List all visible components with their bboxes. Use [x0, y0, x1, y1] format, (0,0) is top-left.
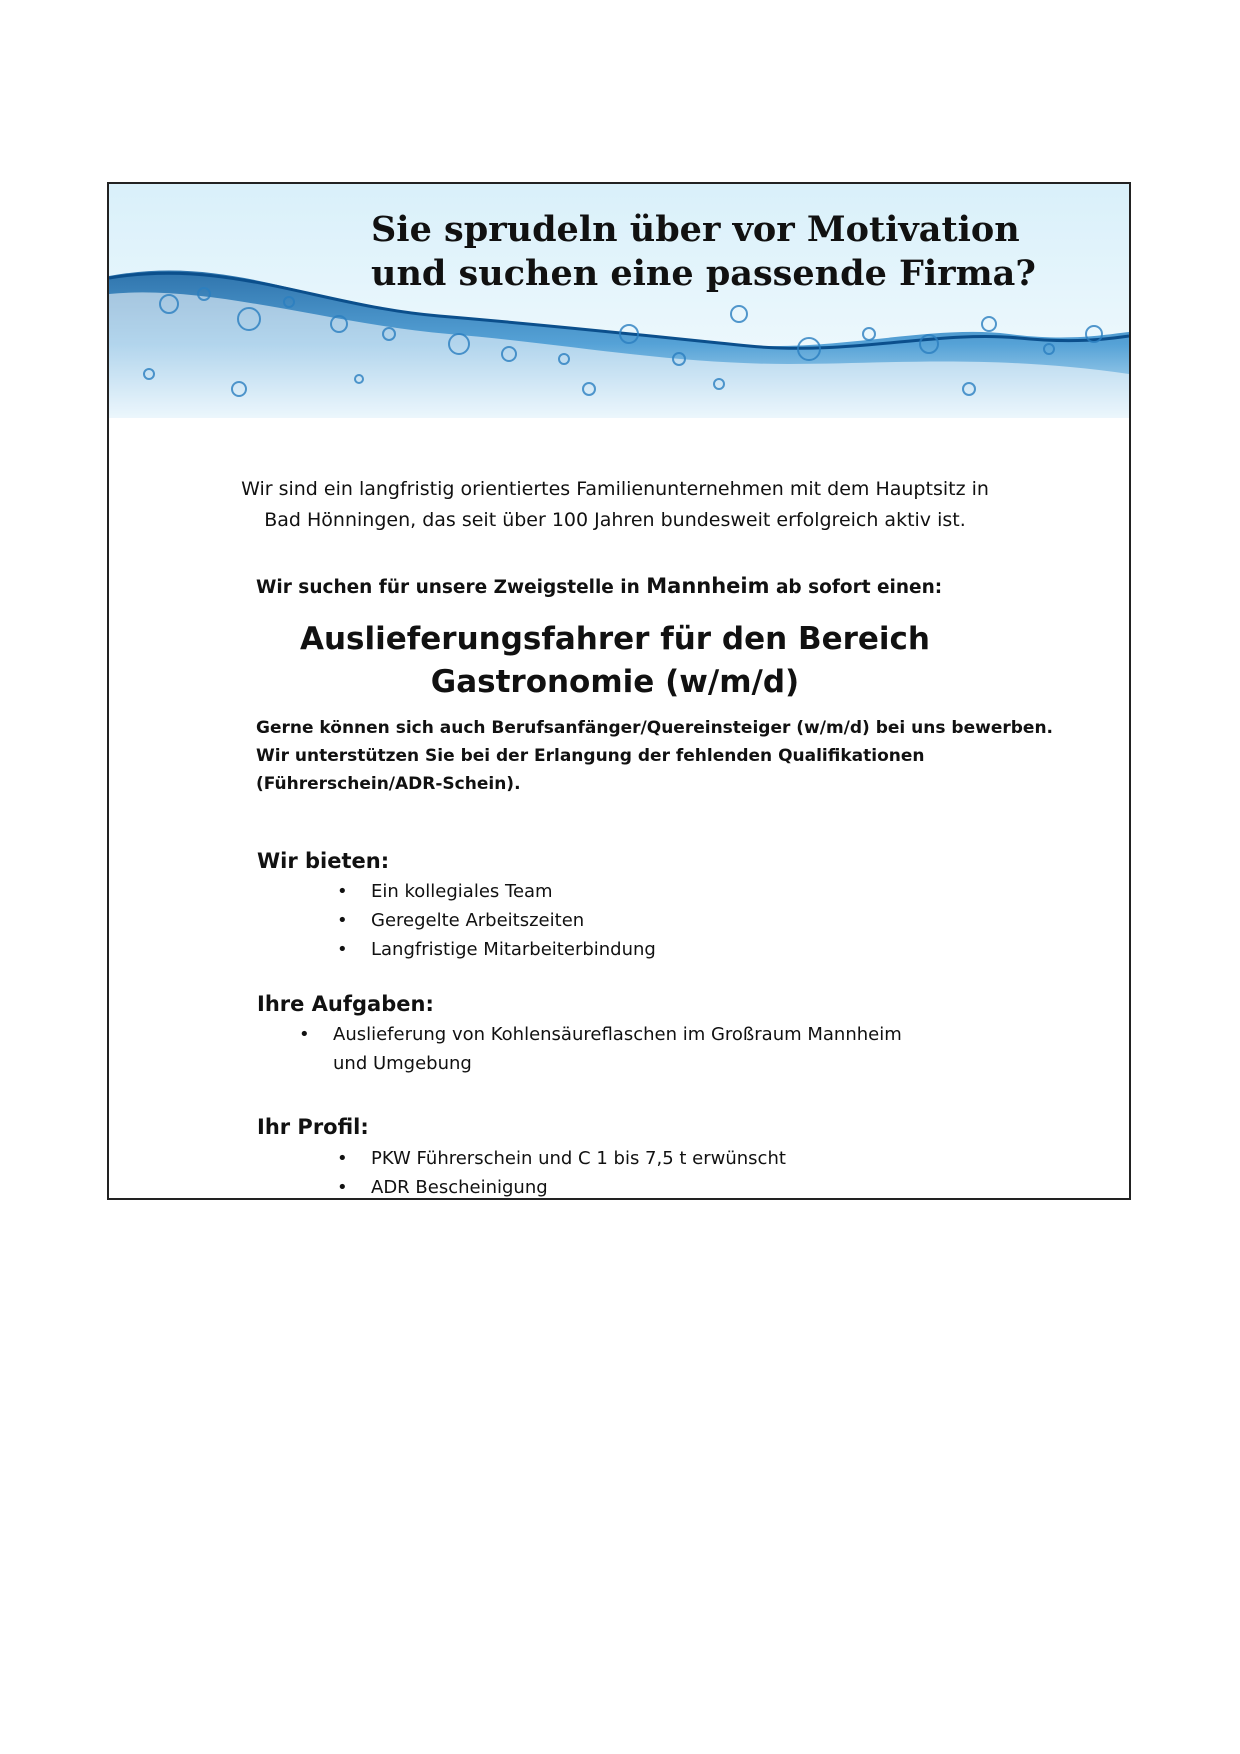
- note-line-1: Gerne können sich auch Berufsanfänger/Quereinsteiger (w/m/d) bei uns bewerben.: [256, 718, 1053, 738]
- job-title: [225, 618, 1005, 704]
- offer-title: Wir bieten:: [257, 849, 390, 873]
- offer-item: Langfristige Mitarbeiterbindung: [371, 939, 656, 960]
- bullet-icon: •: [337, 881, 348, 902]
- company-intro: [225, 474, 1005, 536]
- tasks-list: [299, 1020, 902, 1078]
- list-item: [299, 1020, 902, 1078]
- note-line-3: (Führerschein/ADR-Schein).: [256, 774, 521, 794]
- tasks-title: Ihre Aufgaben:: [257, 992, 434, 1016]
- bullet-icon: •: [337, 910, 348, 931]
- note-line-2: Wir unterstützen Sie bei der Erlangung der fehlenden Qualifikationen: [256, 746, 925, 766]
- bullet-icon: •: [337, 1177, 348, 1198]
- headline: [371, 208, 1036, 296]
- list-item: [337, 877, 656, 906]
- task-item-line-1: Auslieferung von Kohlensäureflaschen im Großraum Mannheim: [333, 1024, 902, 1045]
- task-item-line-2: und Umgebung: [333, 1053, 472, 1074]
- search-prefix: Wir suchen für unsere Zweigstelle in: [256, 577, 647, 598]
- intro-line-2: Bad Hönningen, das seit über 100 Jahren bundesweit erfolgreich aktiv ist.: [264, 509, 966, 531]
- job-title-line-1: Auslieferungsfahrer für den Bereich: [300, 621, 930, 657]
- job-title-line-2: Gastronomie (w/m/d): [430, 664, 800, 700]
- profile-item: PKW Führerschein und C 1 bis 7,5 t erwünscht: [371, 1148, 786, 1169]
- profile-title: Ihr Profil:: [257, 1115, 369, 1139]
- search-city: Mannheim: [646, 574, 770, 598]
- headline-line-2: und suchen eine passende Firma?: [371, 253, 1036, 294]
- search-suffix: ab sofort einen:: [769, 577, 943, 598]
- list-item: [337, 1144, 786, 1173]
- offer-item: Geregelte Arbeitszeiten: [371, 910, 585, 931]
- headline-line-1: Sie sprudeln über vor Motivation: [371, 209, 1020, 250]
- list-item: [337, 935, 656, 964]
- search-statement: [256, 573, 942, 601]
- bullet-icon: •: [299, 1024, 310, 1045]
- profile-list: [337, 1144, 786, 1200]
- profile-item: ADR Bescheinigung: [371, 1177, 548, 1198]
- offer-item: Ein kollegiales Team: [371, 881, 553, 902]
- intro-line-1: Wir sind ein langfristig orientiertes Familienunternehmen mit dem Hauptsitz in: [241, 478, 989, 500]
- list-item: [337, 906, 656, 935]
- bullet-icon: •: [337, 1148, 348, 1169]
- water-banner: [109, 184, 1129, 418]
- flyer-frame: [107, 182, 1131, 1200]
- bullet-icon: •: [337, 939, 348, 960]
- offer-list: [337, 877, 656, 964]
- applicant-note: [256, 714, 1053, 798]
- list-item: [337, 1173, 786, 1200]
